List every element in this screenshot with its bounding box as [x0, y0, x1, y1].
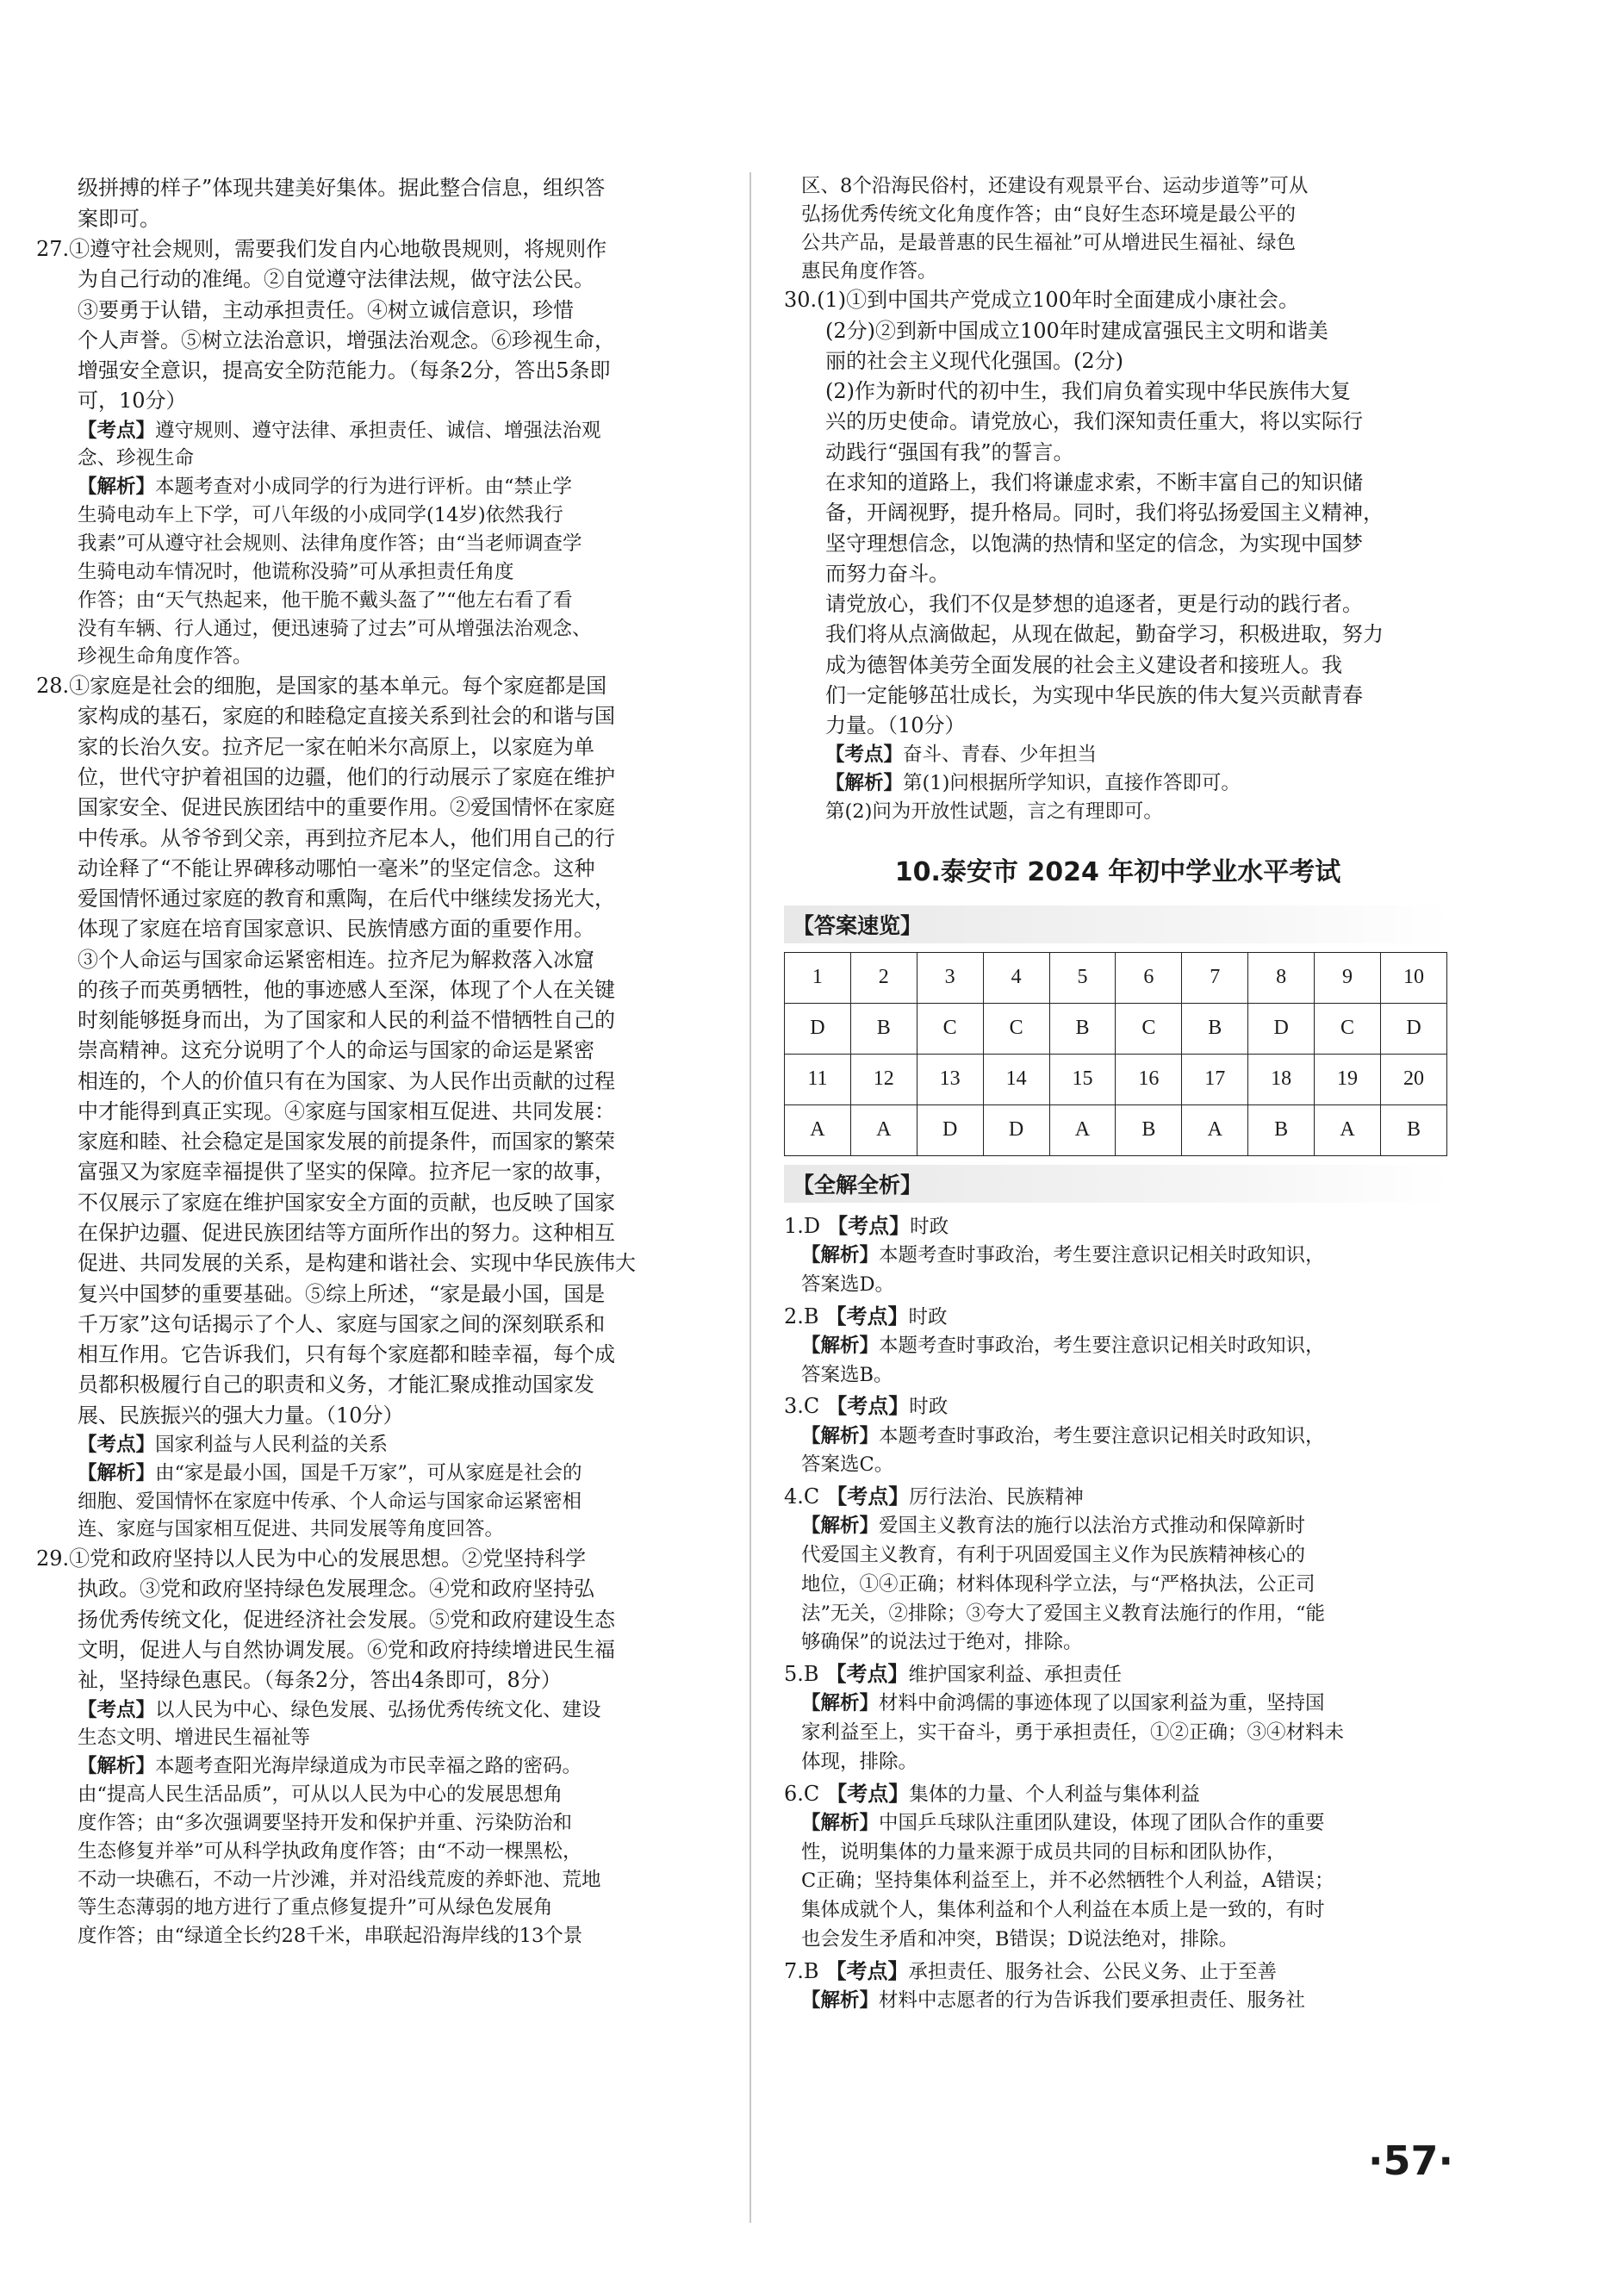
- answer-line: 坚守理想信念，以饱满的热情和坚定的信念，为实现中国梦: [825, 531, 1363, 556]
- answer-table-cell: 1: [785, 952, 851, 1003]
- answer-table-cell: B: [1380, 1104, 1446, 1155]
- answer-choice: 4.C: [784, 1484, 820, 1509]
- answer-line: 请党放心，我们不仅是梦想的追逐者，更是行动的践行者。: [825, 592, 1363, 617]
- answer-line: 的孩子而英勇牺牲，他的事迹感人至深，体现了个人在关键: [78, 977, 615, 1002]
- analysis-item: [784, 1391, 1452, 1480]
- answer-table-cell: 17: [1182, 1054, 1248, 1104]
- answer-table-cell: A: [1315, 1104, 1381, 1155]
- continued-text: [36, 172, 731, 234]
- answer-table-cell: B: [1248, 1104, 1315, 1155]
- jiexi-line: 材料中志愿者的行为告诉我们要承担责任、服务社: [879, 1989, 1306, 2012]
- jiexi-text: 不动一块礁石，不动一片沙滩，并对沿线荒废的养虾池、荒地: [78, 1868, 601, 1891]
- section-title: 10.泰安市 2024 年初中学业水平考试: [894, 856, 1341, 887]
- analysis-item-head: [784, 1957, 1452, 1987]
- answer-line: 动践行“强国有我”的誓言。: [825, 439, 1074, 464]
- answer-line: 在保护边疆、促进民族团结等方面所作出的努力。这种相互: [78, 1220, 615, 1245]
- answer-table-row: [785, 1003, 1447, 1054]
- answer-line: 祉，坚持绿色惠民。（每条2分，答出4条即可，8分）: [78, 1668, 562, 1693]
- answer-line: 家的长治久安。拉齐尼一家在帕米尔高原上，以家庭为单: [78, 734, 594, 759]
- jiexi-label: 【解析】: [801, 1692, 880, 1715]
- question-27: [36, 234, 731, 671]
- jiexi-text: [784, 1241, 1452, 1271]
- analysis-item: [784, 1302, 1452, 1391]
- answer-overview-title: 【答案速览】: [784, 905, 1452, 943]
- answer-line: (2分)②到新中国成立100年时建成富强民主文明和谐美: [825, 318, 1328, 343]
- answer-table-cell: 14: [983, 1054, 1049, 1104]
- answer-choice: 1.D: [784, 1213, 821, 1238]
- answer-line: 动诠释了“不能让界碑移动哪怕一毫米”的坚定信念。这种: [78, 856, 595, 880]
- jiexi-text: 答案选B。: [801, 1363, 893, 1386]
- answer-line: 体现了家庭在培育国家意识、民族情感方面的重要作用。: [78, 917, 594, 942]
- question-29: [36, 1544, 731, 1951]
- answer-table-cell: 18: [1248, 1054, 1315, 1104]
- answer-line: 相连的，个人的价值只有在为国家、为人民作出贡献的过程: [78, 1068, 615, 1093]
- answer-table-cell: 20: [1380, 1054, 1446, 1104]
- jiexi-text: [784, 1512, 1452, 1541]
- jiexi-label: 【解析】: [78, 476, 156, 499]
- kaodian-label: 【考点】: [826, 1484, 910, 1509]
- kaodian-text: 国家利益与人民利益的关系: [155, 1433, 389, 1456]
- analysis-item-head: [784, 1302, 1452, 1332]
- answer-line: 家构成的基石，家庭的和睦稳定直接关系到社会的和谐与国: [78, 704, 615, 729]
- jiexi-line: 材料中俞鸿儒的事迹体现了以国家利益为重，坚持国: [879, 1692, 1325, 1715]
- kaodian-label: 【考点】: [826, 1394, 910, 1419]
- kaodian-label: 【考点】: [825, 1958, 909, 1983]
- analysis-item-head: [784, 1659, 1452, 1689]
- analysis-item: [784, 1211, 1452, 1300]
- kaodian-label: 【考点】: [825, 1304, 909, 1328]
- answer-table-cell: 12: [850, 1054, 917, 1104]
- kaodian-text: 遵守规则、遵守法律、承担责任、诚信、增强法治观: [155, 419, 601, 442]
- answer-table-cell: D: [917, 1104, 983, 1155]
- answer-table-cell: 3: [917, 952, 983, 1003]
- text-line: 区、8个沿海民俗村，还建设有观景平台、运动步道等”可从: [801, 175, 1309, 197]
- analysis-item: [784, 1482, 1452, 1658]
- page-number: ·57·: [1368, 2137, 1453, 2184]
- jiexi-text: 没有车辆、行人通过，便迅速骑了过去”可从增强法治观念、: [78, 617, 592, 640]
- answer-choice: 6.C: [784, 1781, 820, 1806]
- analysis-item-head: [784, 1391, 1452, 1422]
- kaodian-label: 【考点】: [825, 744, 904, 767]
- answer-line: 崇高精神。这充分说明了个人的命运与国家的命运是紧密: [78, 1038, 594, 1063]
- jiexi-text: 细胞、爱国情怀在家庭中传承、个人命运与国家命运紧密相: [78, 1490, 582, 1513]
- kaodian-label: 【考点】: [78, 1433, 156, 1456]
- answer-line: 家庭和睦、社会稳定是国家发展的前提条件，而国家的繁荣: [78, 1129, 615, 1154]
- jiexi-text: 本题考查阳光海岸绿道成为市民幸福之路的密码。: [155, 1755, 582, 1778]
- kaodian-text: 厉行法治、民族精神: [909, 1486, 1084, 1509]
- answer-table-cell: 19: [1315, 1054, 1381, 1104]
- jiexi-text: 集体成就个人，集体利益和个人利益在本质上是一致的，有时: [801, 1899, 1325, 1922]
- text-line: 公共产品，是最普惠的民生福祉”可从增进民生福祉、绿色: [801, 231, 1297, 254]
- kaodian-text: 时政: [908, 1305, 948, 1328]
- jiexi-text: [784, 1809, 1452, 1839]
- answer-line: 员都积极履行自己的职责和义务，才能汇聚成推动国家发: [78, 1372, 594, 1397]
- answer-table-row: [785, 952, 1447, 1003]
- answer-line: 不仅展示了家庭在维护国家安全方面的贡献，也反映了国家: [78, 1190, 615, 1215]
- answer-table-cell: D: [983, 1104, 1049, 1155]
- answer-line: 们一定能够茁壮成长，为实现中华民族的伟大复兴贡献青春: [825, 682, 1363, 707]
- answer-line: 促进、共同发展的关系，是构建和谐社会、实现中华民族伟大: [78, 1251, 636, 1276]
- text-line: 级拼搏的样子”体现共建美好集体。据此整合信息，组织答: [78, 176, 606, 200]
- kaodian-block: [784, 741, 1452, 769]
- kaodian-label: 【考点】: [78, 1698, 156, 1721]
- answer-table-cell: A: [1182, 1104, 1248, 1155]
- answer-choice: 3.C: [784, 1394, 820, 1419]
- answer-table-cell: A: [850, 1104, 917, 1155]
- full-analysis-title: 【全解全析】: [784, 1165, 1452, 1203]
- jiexi-text: 第(1)问根据所学知识，直接作答即可。: [903, 772, 1241, 795]
- jiexi-text: 也会发生矛盾和冲突，B错误；D说法绝对，排除。: [801, 1927, 1239, 1951]
- answer-table-cell: A: [1049, 1104, 1116, 1155]
- answer-line: 可，10分）: [78, 389, 187, 414]
- jiexi-text: 地位，①④正确；材料体现科学立法，与“严格执法，公正司: [801, 1572, 1316, 1596]
- answer-line: 成为德智体美劳全面发展的社会主义建设者和接班人。我: [825, 652, 1342, 677]
- answer-line: 29.①党和政府坚持以人民为中心的发展思想。②党坚持科学: [36, 1546, 587, 1571]
- answer-table-cell: 9: [1315, 952, 1381, 1003]
- jiexi-line: 本题考查时事政治，考生要注意识记相关时政知识，: [879, 1334, 1325, 1357]
- answer-line: ③个人命运与国家命运紧密相连。拉齐尼为解救落入冰窟: [78, 947, 594, 972]
- text-line: 惠民角度作答。: [801, 259, 937, 283]
- answer-table-cell: 8: [1248, 952, 1315, 1003]
- analysis-item: [784, 1957, 1452, 2016]
- answer-line: 千万家”这句话揭示了个人、家庭与国家之间的深刻联系和: [78, 1311, 606, 1336]
- jiexi-block: [784, 769, 1452, 798]
- jiexi-text: 够确保”的说法过于绝对，排除。: [801, 1631, 1083, 1654]
- answer-table: [784, 952, 1447, 1156]
- answer-table-cell: C: [1315, 1003, 1381, 1054]
- jiexi-text: 连、家庭与国家相互促进、共同发展等角度回答。: [78, 1518, 505, 1541]
- answer-table-cell: C: [917, 1003, 983, 1054]
- answer-line: 个人声誉。⑤树立法治意识，增强法治观念。⑥珍视生命，: [78, 327, 615, 352]
- jiexi-text: 度作答；由“多次强调要坚持开发和保护并重、污染防治和: [78, 1811, 573, 1834]
- answer-line: 中传承。从爷爷到父亲，再到拉齐尼本人，他们用自己的行: [78, 825, 615, 850]
- answer-line: 兴的历史使命。请党放心，我们深知责任重大，将以实际行: [825, 409, 1363, 434]
- jiexi-text: 答案选C。: [801, 1453, 894, 1477]
- answer-table-cell: D: [1380, 1003, 1446, 1054]
- analysis-item-head: [784, 1779, 1452, 1809]
- answer-table-cell: 7: [1182, 952, 1248, 1003]
- answer-choice: 7.B: [784, 1958, 819, 1983]
- kaodian-text: 时政: [909, 1396, 949, 1419]
- kaodian-text: 念、珍视生命: [78, 447, 195, 470]
- jiexi-label: 【解析】: [78, 1755, 156, 1778]
- answer-table-row: [785, 1104, 1447, 1155]
- answer-table-cell: 6: [1116, 952, 1182, 1003]
- text-line: 弘扬优秀传统文化角度作答；由“良好生态环境是最公平的: [801, 202, 1297, 226]
- answer-table-cell: 16: [1116, 1054, 1182, 1104]
- answer-line: 28.①家庭是社会的细胞，是国家的基本单元。每个家庭都是国: [36, 674, 607, 699]
- answer-table-cell: 15: [1049, 1054, 1116, 1104]
- analysis-item: [784, 1779, 1452, 1955]
- answer-table-cell: B: [850, 1003, 917, 1054]
- kaodian-text: 奋斗、青春、少年担当: [903, 744, 1098, 767]
- jiexi-text: 珍视生命角度作答。: [78, 645, 252, 669]
- answer-line: (2)作为新时代的初中生，我们肩负着实现中华民族伟大复: [825, 379, 1351, 404]
- answer-line: 国家安全、促进民族团结中的重要作用。②爱国情怀在家庭: [78, 795, 615, 820]
- kaodian-text: 承担责任、服务社会、公民义务、止于至善: [908, 1960, 1278, 1983]
- jiexi-text: [784, 1689, 1452, 1719]
- answer-table-cell: D: [785, 1003, 851, 1054]
- answer-choice: 2.B: [784, 1304, 819, 1328]
- jiexi-label: 【解析】: [801, 1424, 880, 1447]
- jiexi-line: 本题考查时事政治，考生要注意识记相关时政知识，: [879, 1424, 1325, 1447]
- jiexi-text: 生骑电动车上下学，可八年级的小成同学(14岁)依然我行: [78, 504, 563, 527]
- answer-line: 27.①遵守社会规则，需要我们发自内心地敬畏规则，将规则作: [36, 237, 607, 261]
- jiexi-label: 【解析】: [78, 1461, 156, 1484]
- kaodian-text: 维护国家利益、承担责任: [908, 1664, 1123, 1687]
- answer-line: 相互作用。它告诉我们，只有每个家庭都和睦幸福，每个成: [78, 1342, 615, 1367]
- jiexi-text: [784, 1422, 1452, 1452]
- kaodian-block: [36, 1431, 731, 1459]
- jiexi-text: 体现，排除。: [801, 1750, 918, 1773]
- jiexi-text: 由“家是最小国，国是千万家”，可从家庭是社会的: [155, 1461, 582, 1484]
- jiexi-label: 【解析】: [801, 1244, 880, 1267]
- answer-line: 我们将从点滴做起，从现在做起，勤奋学习，积极进取，努力: [825, 622, 1384, 647]
- answer-table-cell: C: [1116, 1003, 1182, 1054]
- right-column: [784, 172, 1452, 2018]
- jiexi-block: [36, 473, 731, 501]
- left-column: [36, 172, 731, 1951]
- kaodian-block: [36, 417, 731, 445]
- jiexi-block: [36, 1459, 731, 1488]
- answer-choice: 5.B: [784, 1662, 819, 1687]
- text-line: 案即可。: [78, 207, 160, 231]
- kaodian-label: 【考点】: [78, 419, 156, 442]
- jiexi-text: 性，说明集体的力量来源于成员共同的目标和团队协作，: [801, 1840, 1286, 1864]
- jiexi-block: [36, 1752, 731, 1781]
- jiexi-label: 【解析】: [801, 1515, 880, 1538]
- jiexi-text: 第(2)问为开放性试题，言之有理即可。: [825, 800, 1163, 824]
- kaodian-label: 【考点】: [826, 1781, 910, 1806]
- answer-line: 扬优秀传统文化，促进经济社会发展。⑤党和政府建设生态: [78, 1607, 615, 1632]
- jiexi-text: 法”无关，②排除；③夸大了爱国主义教育法施行的作用，“能: [801, 1602, 1326, 1625]
- jiexi-text: C正确；坚持集体利益至上，并不必然牺牲个人利益，A错误；: [801, 1870, 1334, 1893]
- jiexi-text: 作答；由“天气热起来，他干脆不戴头盔了”“他左右看了看: [78, 588, 573, 612]
- answer-line: 为自己行动的准绳。②自觉遵守法律法规，做守法公民。: [78, 267, 594, 292]
- kaodian-label: 【考点】: [827, 1213, 911, 1238]
- answer-table-cell: 10: [1380, 952, 1446, 1003]
- jiexi-text: 由“提高人民生活品质”，可从以人民为中心的发展思想角: [78, 1783, 563, 1807]
- answer-line: 中才能得到真正实现。④家庭与国家相互促进、共同发展：: [78, 1098, 615, 1123]
- answer-table-cell: B: [1049, 1003, 1116, 1054]
- answer-line: 增强安全意识，提高安全防范能力。（每条2分，答出5条即: [78, 358, 611, 383]
- kaodian-text: 生态文明、增进民生福祉等: [78, 1727, 311, 1750]
- answer-line: 丽的社会主义现代化强国。(2分): [825, 348, 1123, 373]
- kaodian-label: 【考点】: [825, 1662, 909, 1687]
- jiexi-text: 本题考查对小成同学的行为进行评析。由“禁止学: [155, 476, 573, 499]
- jiexi-text: 等生态薄弱的地方进行了重点修复提升”可从绿色发展角: [78, 1896, 553, 1920]
- question-28: [36, 671, 731, 1544]
- answer-line: 执政。③党和政府坚持绿色发展理念。④党和政府坚持弘: [78, 1577, 594, 1602]
- answer-line: 备，开阔视野，提升格局。同时，我们将弘扬爱国主义精神，: [825, 501, 1384, 526]
- answer-table-cell: 5: [1049, 952, 1116, 1003]
- kaodian-block: [36, 1696, 731, 1725]
- answer-table-cell: 13: [917, 1054, 983, 1104]
- answer-line: 展、民族振兴的强大力量。（10分）: [78, 1403, 404, 1428]
- answer-table-cell: D: [1248, 1003, 1315, 1054]
- answer-table-row: [785, 1054, 1447, 1104]
- answer-table-cell: A: [785, 1104, 851, 1155]
- continued-text: [784, 172, 1452, 285]
- jiexi-text: 代爱国主义教育，有利于巩固爱国主义作为民族精神核心的: [801, 1544, 1306, 1567]
- jiexi-text: 度作答；由“绿道全长约28千米，串联起沿海岸线的13个景: [78, 1925, 583, 1948]
- analysis-list: [784, 1211, 1452, 2016]
- jiexi-label: 【解析】: [801, 1989, 880, 2012]
- column-divider: [750, 172, 751, 2223]
- answer-line: 而努力奋斗。: [825, 561, 949, 586]
- answer-line: 富强又为家庭幸福提供了坚实的保障。拉齐尼一家的故事，: [78, 1160, 615, 1185]
- jiexi-text: [784, 1987, 1452, 2016]
- analysis-item-head: [784, 1482, 1452, 1512]
- answer-table-cell: 11: [785, 1054, 851, 1104]
- jiexi-line: 爱国主义教育法的施行以法治方式推动和保障新时: [879, 1515, 1306, 1538]
- answer-line: 复兴中国梦的重要基础。⑤综上所述，“家是最小国，国是: [78, 1281, 606, 1306]
- jiexi-text: [784, 1332, 1452, 1361]
- answer-table-cell: C: [983, 1003, 1049, 1054]
- kaodian-text: 集体的力量、个人利益与集体利益: [909, 1783, 1200, 1806]
- answer-line: 位，世代守护着祖国的边疆，他们的行动展示了家庭在维护: [78, 764, 615, 789]
- answer-table-cell: 4: [983, 952, 1049, 1003]
- analysis-item: [784, 1659, 1452, 1777]
- answer-table-cell: B: [1182, 1003, 1248, 1054]
- jiexi-label: 【解析】: [825, 772, 904, 795]
- analysis-item-head: [784, 1211, 1452, 1241]
- answer-table-cell: B: [1116, 1104, 1182, 1155]
- question-30: [784, 285, 1452, 826]
- answer-line: 时刻能够挺身而出，为了国家和人民的利益不惜牺牲自己的: [78, 1008, 615, 1033]
- answer-table-cell: 2: [850, 952, 917, 1003]
- answer-line: 文明，促进人与自然协调发展。⑥党和政府持续增进民生福: [78, 1638, 615, 1662]
- answer-line: 力量。（10分）: [825, 713, 966, 738]
- jiexi-text: 我素”可从遵守社会规则、法律角度作答；由“当老师调查学: [78, 532, 582, 555]
- jiexi-text: 生态修复并举”可从科学执政角度作答；由“不动一棵黑松，: [78, 1839, 582, 1863]
- jiexi-label: 【解析】: [801, 1334, 880, 1357]
- jiexi-label: 【解析】: [801, 1811, 880, 1834]
- jiexi-line: 中国乒乓球队注重团队建设，体现了团队合作的重要: [879, 1811, 1325, 1834]
- answer-line: 在求知的道路上，我们将谦虚求索，不断丰富自己的知识储: [825, 470, 1363, 495]
- kaodian-text: 以人民为中心、绿色发展、弘扬优秀传统文化、建设: [155, 1698, 601, 1721]
- answer-line: 爱国情怀通过家庭的教育和熏陶，在后代中继续发扬光大，: [78, 887, 615, 912]
- jiexi-text: 家利益至上，实干奋斗，勇于承担责任，①②正确；③④材料未: [801, 1721, 1345, 1745]
- jiexi-text: 生骑电动车情况时，他谎称没骑”可从承担责任角度: [78, 560, 514, 583]
- answer-line: 30.(1)①到中国共产党成立100年时全面建成小康社会。: [784, 288, 1299, 313]
- kaodian-text: 时政: [910, 1215, 949, 1238]
- jiexi-line: 本题考查时事政治，考生要注意识记相关时政知识，: [879, 1244, 1325, 1267]
- jiexi-text: 答案选D。: [801, 1272, 895, 1296]
- answer-line: ③要勇于认错，主动承担责任。④树立诚信意识，珍惜: [78, 297, 574, 322]
